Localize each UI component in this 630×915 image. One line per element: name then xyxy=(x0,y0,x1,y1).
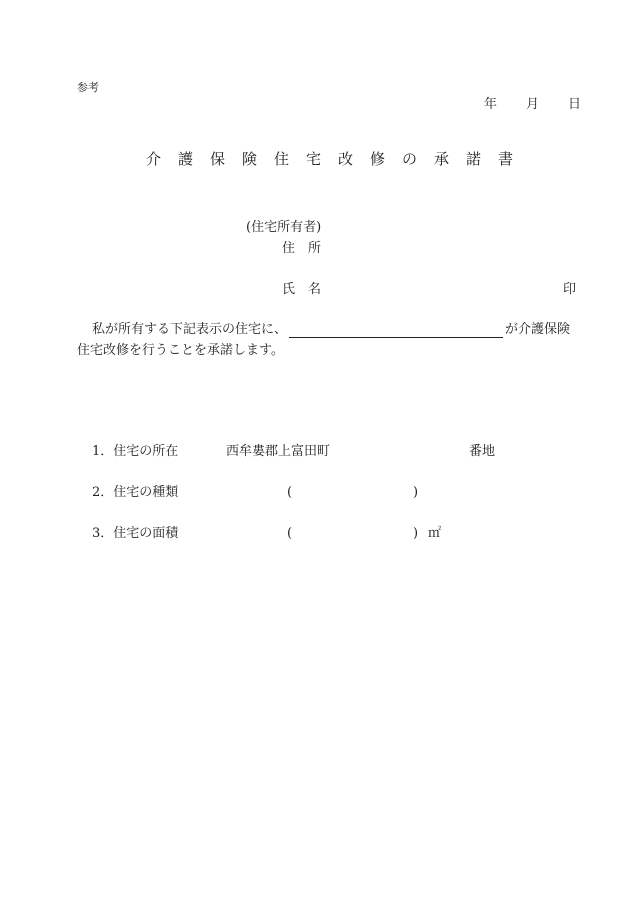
statement-line-2: 住宅改修を行うことを承諾します。 xyxy=(77,343,284,358)
ref-label: 参考 xyxy=(77,81,99,94)
statement-before: 私が所有する下記表示の住宅に、 xyxy=(92,322,288,337)
seal-label: 印 xyxy=(563,282,577,297)
item-area-unit: ㎡ xyxy=(428,526,442,541)
date-line xyxy=(484,97,582,113)
date-month: 月 xyxy=(526,97,540,112)
item-location-value: 西牟婁郡上富田町 xyxy=(226,444,331,459)
statement-after: が介護保険 xyxy=(505,322,571,337)
item-area-open-paren: ( xyxy=(287,526,293,541)
owner-address-label: 住 所 xyxy=(282,241,322,256)
item-location-suffix: 番地 xyxy=(469,444,496,459)
date-year: 年 xyxy=(484,97,498,112)
item-area-close-paren: ) xyxy=(413,526,419,541)
item-type-open-paren: ( xyxy=(287,485,293,500)
item-type-close-paren: ) xyxy=(413,485,419,500)
statement-line-1 xyxy=(92,322,570,338)
date-day: 日 xyxy=(568,97,582,112)
owner-name-label: 氏 名 xyxy=(282,282,322,297)
item-area-label: 3．住宅の面積 xyxy=(92,526,179,541)
item-type-label: 2．住宅の種類 xyxy=(92,485,179,500)
owner-heading: (住宅所有者) xyxy=(246,220,322,235)
document-title: 介護保険住宅改修の承諾書 xyxy=(146,150,531,168)
contractor-blank xyxy=(289,323,503,338)
item-location-label: 1．住宅の所在 xyxy=(92,444,179,459)
